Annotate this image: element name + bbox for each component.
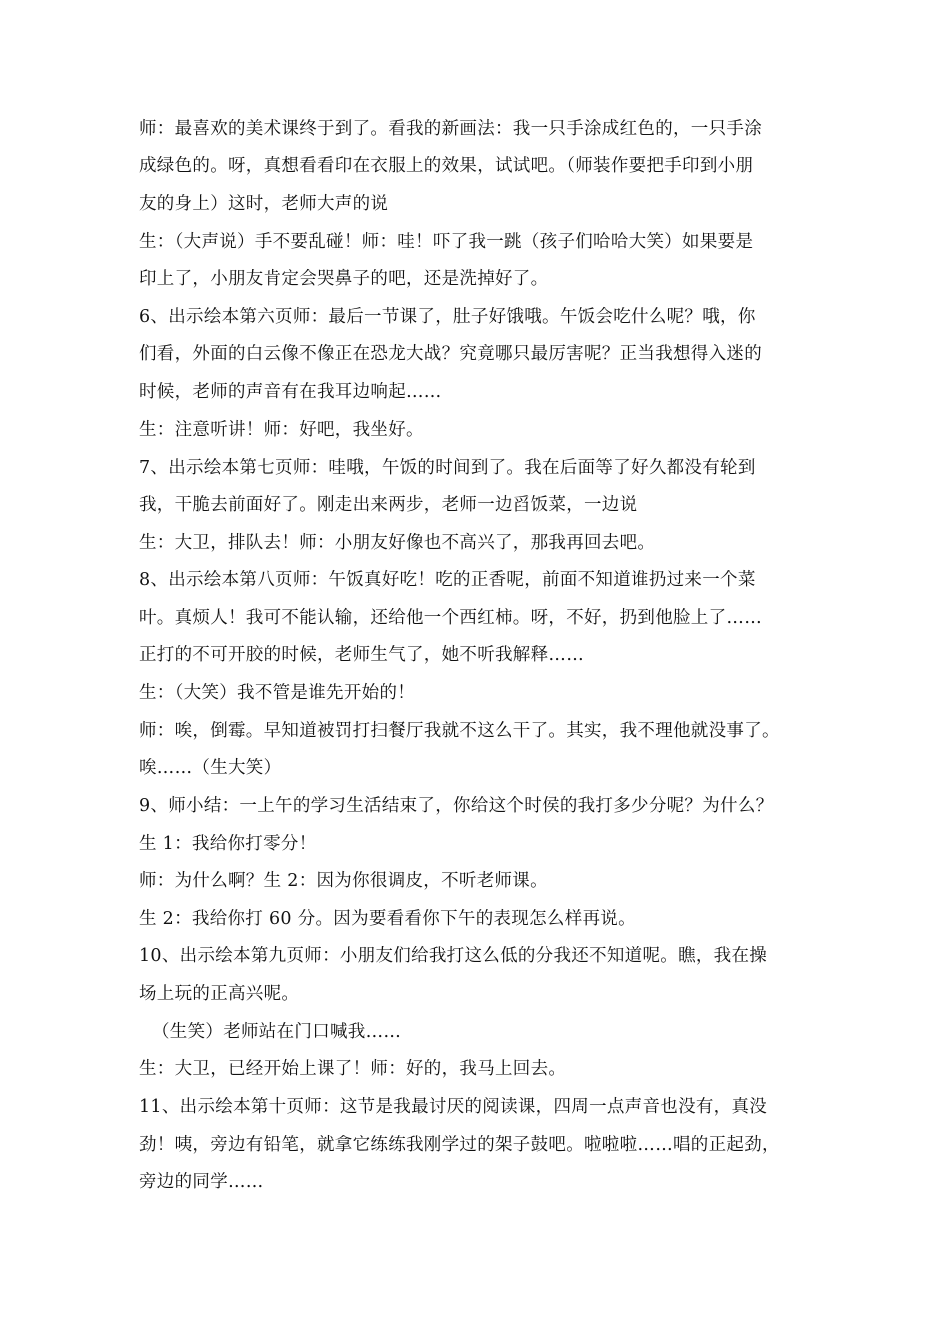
text-line: 8、出示绘本第八页师：午饭真好吃！吃的正香呢，前面不知道谁扔过来一个菜 (139, 570, 756, 590)
text-line: 师：为什么啊？生 2：因为你很调皮，不听老师课。 (139, 871, 548, 891)
text-line: 正打的不可开胶的时候，老师生气了，她不听我解释…… (139, 645, 584, 665)
text-line: 生：大卫，已经开始上课了！师：好的，我马上回去。 (139, 1059, 567, 1079)
text-line: 9、师小结：一上午的学习生活结束了，你给这个时侯的我打多少分呢？为什么？ (139, 796, 774, 816)
text-line: 生：注意听讲！师：好吧，我坐好。 (139, 420, 424, 440)
text-line: 生 1：我给你打零分！ (139, 834, 317, 854)
text-line: 6、出示绘本第六页师：最后一节课了，肚子好饿哦。午饭会吃什么呢？哦，你 (139, 307, 756, 327)
text-line: 生：（大笑）我不管是谁先开始的！ (139, 683, 416, 703)
text-line: 成绿色的。呀，真想看看印在衣服上的效果，试试吧。（师装作要把手印到小朋 (139, 156, 754, 176)
text-line: 时候，老师的声音有在我耳边响起…… (139, 382, 442, 402)
text-line: （生笑）老师站在门口喊我…… (152, 1022, 402, 1042)
text-line: 印上了，小朋友肯定会哭鼻子的吧，还是洗掉好了。 (139, 269, 549, 289)
text-line: 师：最喜欢的美术课终于到了。看我的新画法：我一只手涂成红色的，一只手涂 (139, 119, 762, 139)
text-line: 唉……（生大笑） (139, 758, 282, 778)
text-line: 场上玩的正高兴呢。 (139, 984, 300, 1004)
text-line: 旁边的同学…… (139, 1172, 264, 1192)
text-line: 友的身上）这时，老师大声的说 (139, 194, 389, 214)
text-line: 我，干脆去前面好了。刚走出来两步，老师一边舀饭菜，一边说 (139, 495, 638, 515)
text-line: 师：唉，倒霉。早知道被罚打扫餐厅我就不这么干了。其实，我不理他就没事了。 (139, 721, 780, 741)
text-line: 生：大卫，排队去！师：小朋友好像也不高兴了，那我再回去吧。 (139, 533, 656, 553)
text-line: 叶。真烦人！我可不能认输，还给他一个西红柿。呀，不好，扔到他脸上了…… (139, 608, 762, 628)
text-line: 11、出示绘本第十页师：这节是我最讨厌的阅读课，四周一点声音也没有，真没 (139, 1097, 768, 1117)
text-line: 劲！咦，旁边有铅笔，就拿它练练我刚学过的架子鼓吧。啦啦啦……唱的正起劲， (139, 1135, 780, 1155)
text-line: 们看，外面的白云像不像正在恐龙大战？究竟哪只最厉害呢？正当我想得入迷的 (139, 344, 762, 364)
text-line: 7、出示绘本第七页师：哇哦，午饭的时间到了。我在后面等了好久都没有轮到 (139, 458, 756, 478)
text-line: 生 2：我给你打 60 分。因为要看看你下午的表现怎么样再说。 (139, 909, 636, 929)
text-line: 生：（大声说）手不要乱碰！师：哇！吓了我一跳（孩子们哈哈大笑）如果要是 (139, 232, 754, 252)
text-line: 10、出示绘本第九页师：小朋友们给我打这么低的分我还不知道呢。瞧，我在操 (139, 946, 768, 966)
